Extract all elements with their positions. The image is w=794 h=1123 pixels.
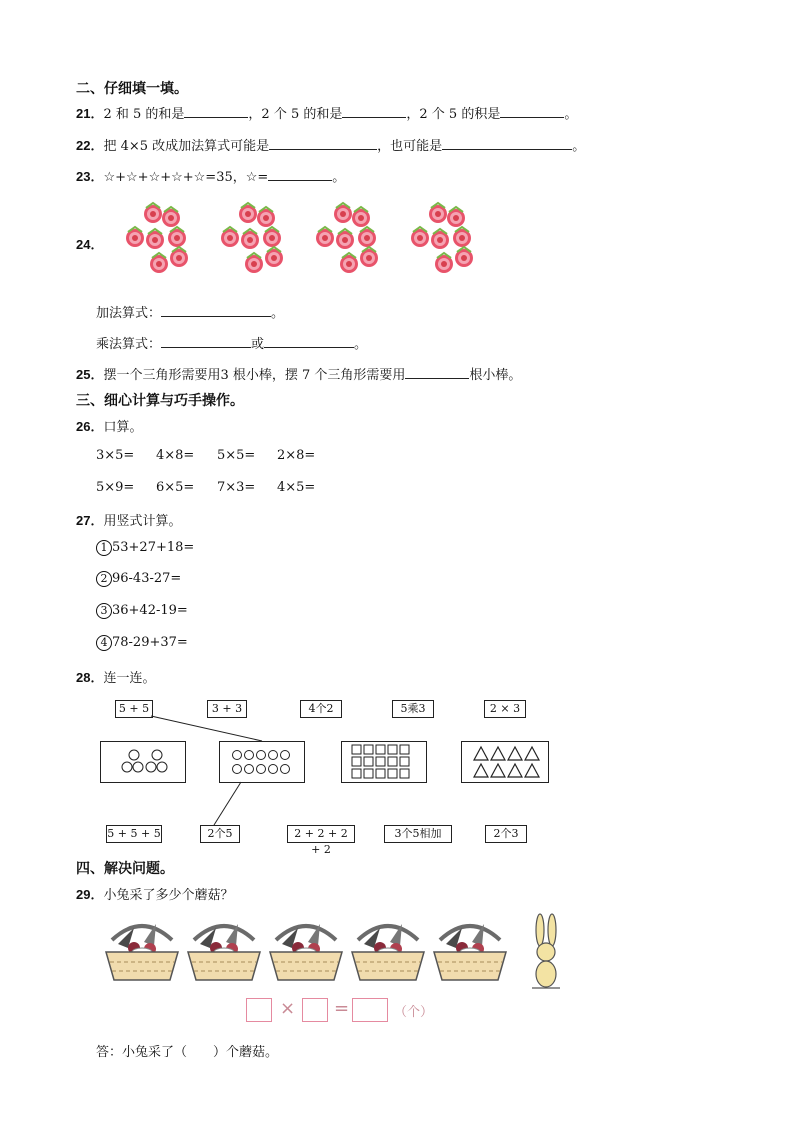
times-sign: × bbox=[280, 998, 296, 1019]
question-text: 根小棒。 bbox=[469, 368, 522, 383]
answer-box-product[interactable] bbox=[352, 998, 388, 1022]
match-top-box[interactable]: 4个2 bbox=[300, 700, 342, 718]
question-text: ，也可能是 bbox=[377, 139, 443, 154]
question-number: 22． bbox=[76, 138, 104, 153]
question-number: 25． bbox=[76, 367, 104, 382]
match-bottom-box[interactable]: 2 + 2 + 2 + 2 bbox=[287, 825, 355, 843]
circled-number: 1 bbox=[96, 540, 112, 556]
match-bottom-box[interactable]: 5 + 5 + 5 bbox=[106, 825, 162, 843]
question-text: 。 bbox=[564, 107, 578, 122]
question-number: 23． bbox=[76, 169, 104, 184]
question-number: 21． bbox=[76, 106, 104, 121]
answer-box-factor-1[interactable] bbox=[246, 998, 272, 1022]
or-text: 或 bbox=[251, 337, 265, 352]
question-text: 连一连。 bbox=[103, 671, 156, 686]
section-3-title: 三、细心计算与巧手操作。 bbox=[76, 393, 244, 409]
question-text: 2 和 5 的和是 bbox=[103, 107, 185, 122]
match-top-box[interactable]: 2 × 3 bbox=[484, 700, 526, 718]
basket bbox=[106, 924, 178, 980]
equals-sign: = bbox=[334, 998, 350, 1019]
question-text: ，2 个 5 的和是 bbox=[248, 107, 343, 122]
question-text: ，2 个 5 的积是 bbox=[406, 107, 501, 122]
question-text: 。 bbox=[572, 139, 586, 154]
expression: 36+42-19= bbox=[112, 603, 188, 618]
punctuation: 。 bbox=[271, 306, 285, 321]
unit-label: （个） bbox=[394, 1005, 434, 1020]
expression: 96-43-27= bbox=[112, 571, 182, 586]
oral-calc-item: 5×9= bbox=[96, 480, 135, 495]
match-top-box[interactable]: 5 + 5 bbox=[115, 700, 153, 718]
section-2-title: 二、仔细填一填。 bbox=[76, 81, 188, 97]
match-bottom-box[interactable]: 2个3 bbox=[485, 825, 527, 843]
question-number: 28． bbox=[76, 670, 104, 685]
basket bbox=[434, 924, 506, 980]
basket bbox=[270, 924, 342, 980]
oral-calc-item: 4×5= bbox=[277, 480, 316, 495]
rabbit-icon bbox=[532, 914, 560, 988]
basket bbox=[188, 924, 260, 980]
question-text: 。 bbox=[332, 170, 346, 185]
match-bottom-box[interactable]: 2个5 bbox=[200, 825, 240, 843]
basket bbox=[352, 924, 424, 980]
punctuation: 。 bbox=[354, 337, 368, 352]
question-number: 24． bbox=[76, 237, 104, 252]
circled-number: 4 bbox=[96, 635, 112, 651]
circled-number: 3 bbox=[96, 603, 112, 619]
question-text: 用竖式计算。 bbox=[103, 514, 182, 529]
oral-calc-item: 2×8= bbox=[277, 448, 316, 463]
oral-calc-item: 7×3= bbox=[217, 480, 256, 495]
oral-calc-item: 5×5= bbox=[217, 448, 256, 463]
expression: 53+27+18= bbox=[112, 540, 195, 555]
question-number: 26． bbox=[76, 419, 104, 434]
answer-box-factor-2[interactable] bbox=[302, 998, 328, 1022]
question-text: ☆+☆+☆+☆+☆=35，☆= bbox=[103, 170, 269, 185]
question-number: 27． bbox=[76, 513, 104, 528]
answer-sentence: 答：小兔采了（ ）个蘑菇。 bbox=[96, 1045, 279, 1060]
multiplication-label: 乘法算式： bbox=[96, 337, 162, 352]
circled-number: 2 bbox=[96, 571, 112, 587]
oral-calc-item: 4×8= bbox=[156, 448, 195, 463]
oral-calc-item: 3×5= bbox=[96, 448, 135, 463]
question-text: 把 4×5 改成加法算式可能是 bbox=[103, 139, 270, 154]
question-number: 29． bbox=[76, 887, 104, 902]
question-text: 口算。 bbox=[103, 420, 143, 435]
oral-calc-item: 6×5= bbox=[156, 480, 195, 495]
question-text: 小兔采了多少个蘑菇？ bbox=[103, 888, 234, 903]
match-top-box[interactable]: 5乘3 bbox=[392, 700, 434, 718]
expression: 78-29+37= bbox=[112, 635, 188, 650]
match-bottom-box[interactable]: 3个5相加 bbox=[384, 825, 452, 843]
addition-label: 加法算式： bbox=[96, 306, 162, 321]
section-4-title: 四、解决问题。 bbox=[76, 861, 174, 877]
question-29-title bbox=[76, 884, 233, 903]
mushroom-baskets-image bbox=[100, 912, 580, 992]
question-text: 摆一个三角形需要用3 根小棒，摆 7 个三角形需要用 bbox=[103, 368, 406, 383]
match-top-box[interactable]: 3 + 3 bbox=[207, 700, 247, 718]
